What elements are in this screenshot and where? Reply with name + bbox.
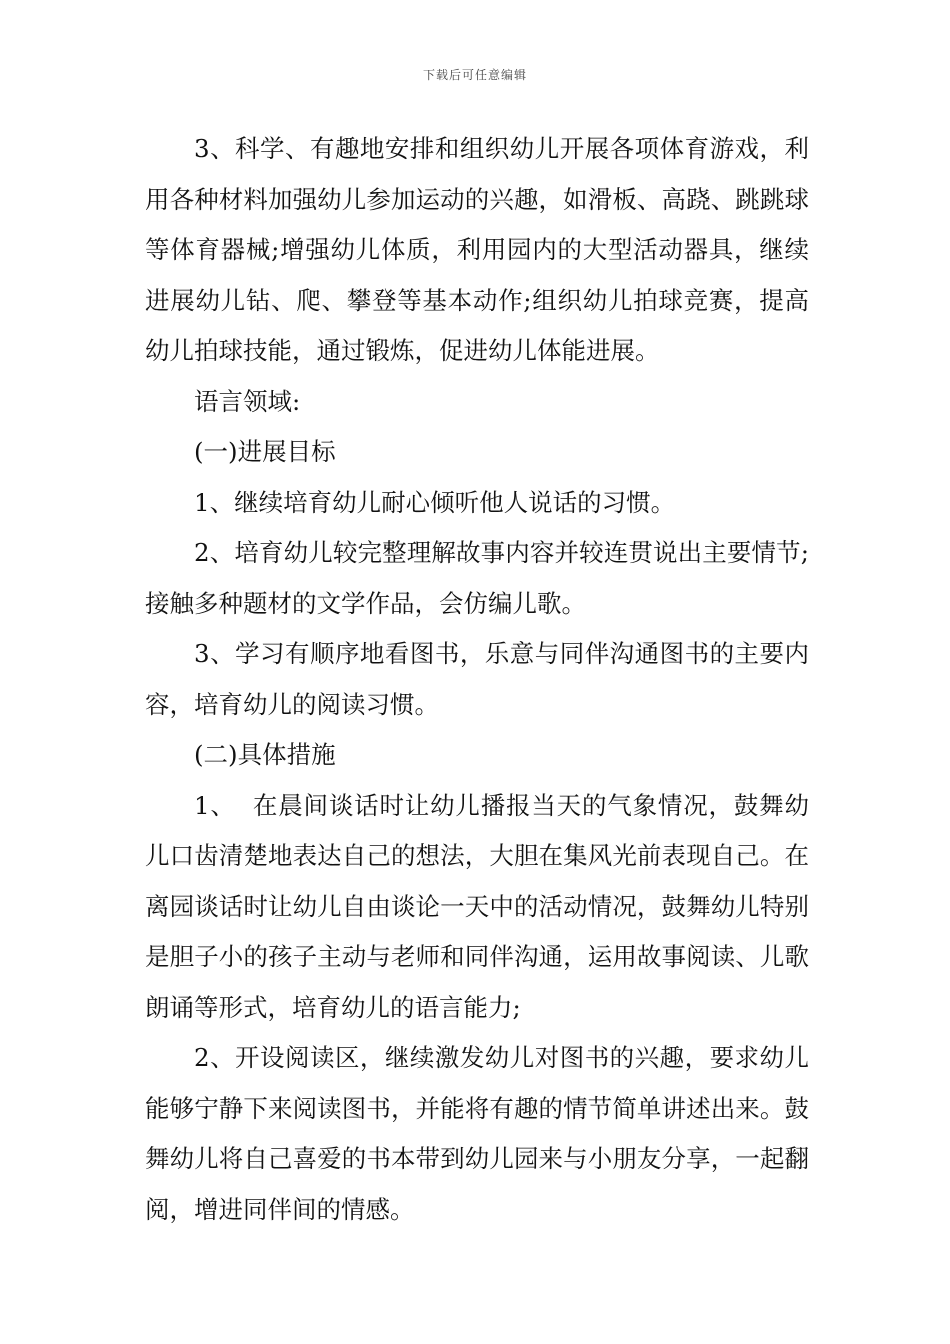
goal-item-1: 1、继续培育幼儿耐心倾听他人说话的习惯。 <box>194 487 676 517</box>
subheading-goals: (一)进展目标 <box>194 437 336 466</box>
goal-item-3: 3、学习有顺序地看图书，乐意与同伴沟通图书的主要内容，培育幼儿的阅读习惯。 <box>145 639 809 719</box>
measure-item-1: 1、 在晨间谈话时让幼儿播报当天的气象情况，鼓舞幼儿口齿清楚地表达自己的想法，大胆在集风光前表现自己。在离园谈话时让幼儿自由谈论一天中的活动情况，鼓舞幼儿特别是胆子小的孩子主动与老师和同伴沟通，运用故事阅读、儿歌朗诵等形式，培育幼儿的语言能力; <box>145 790 809 1022</box>
goal-item-2: 2、培育幼儿较完整理解故事内容并较连贯说出主要情节;接触多种题材的文学作品，会仿编儿歌。 <box>145 538 809 618</box>
subheading-measures: (二)具体措施 <box>194 740 336 769</box>
measure-item-2: 2、开设阅读区，继续激发幼儿对图书的兴趣，要求幼儿能够宁静下来阅读图书，并能将有趣的情节简单讲述出来。鼓舞幼儿将自己喜爱的书本带到幼儿园来与小朋友分享，一起翻阅，增进同伴间的情感。 <box>145 1043 809 1224</box>
paragraph-science-games: 3、科学、有趣地安排和组织幼儿开展各项体育游戏，利用各种材料加强幼儿参加运动的兴趣，如滑板、高跷、跳跳球等体育器械;增强幼儿体质，利用园内的大型活动器具，继续进展幼儿钻、爬、攀登等基本动作;组织幼儿拍球竞赛，提高幼儿拍球技能，通过锻炼，促进幼儿体能进展。 <box>145 134 809 365</box>
page-header-note: 下载后可任意编辑 <box>422 68 527 82</box>
document-body <box>145 124 809 1235</box>
section-heading-language: 语言领域: <box>194 386 301 416</box>
